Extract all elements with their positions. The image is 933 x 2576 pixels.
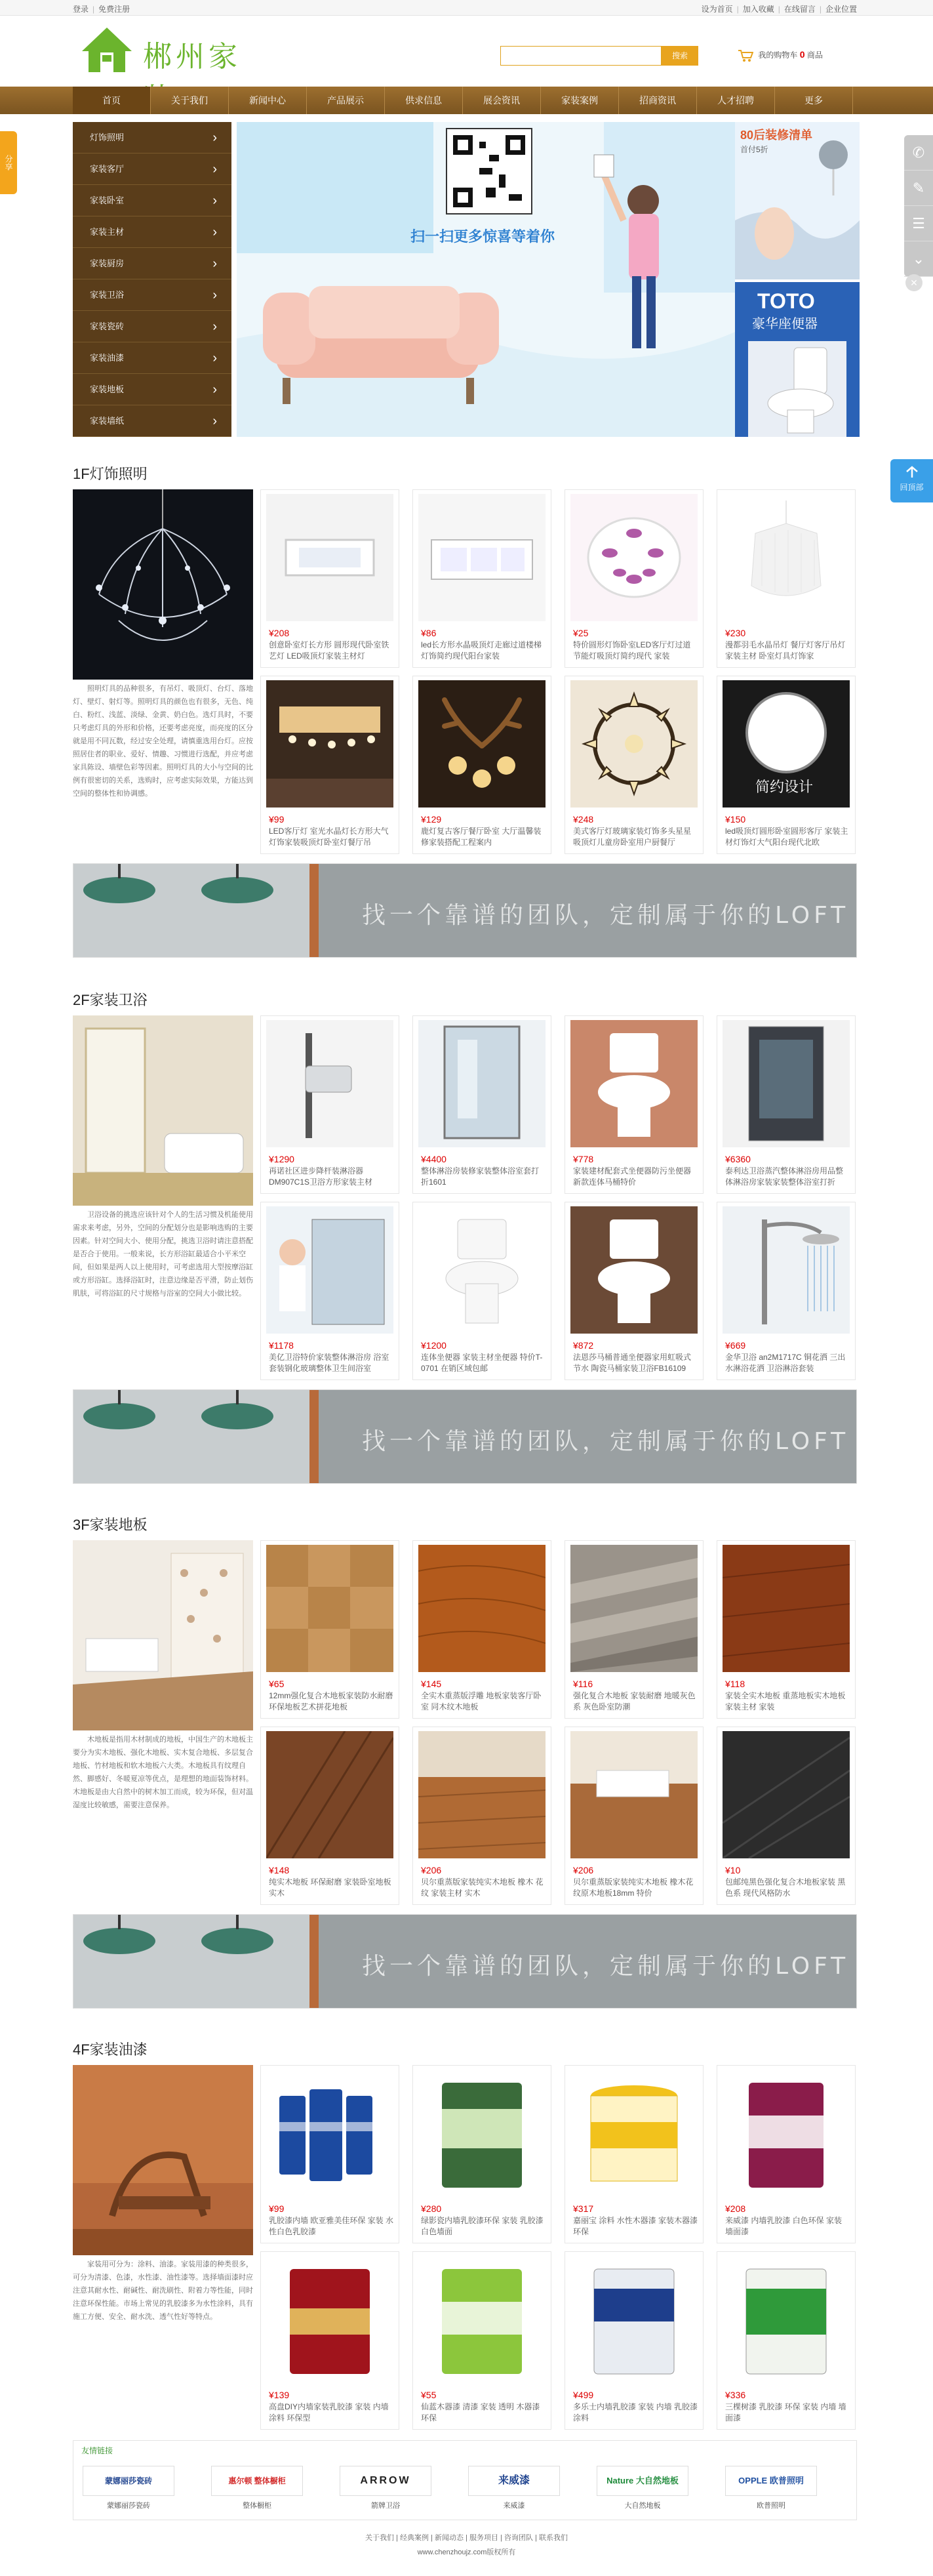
product-desc[interactable]: 高盘DIY内墙家装乳胶漆 家装 内墙涂料 环保型	[269, 2402, 389, 2423]
close-icon[interactable]: ✕	[905, 274, 923, 291]
link-logo: Nature 大自然地板	[597, 2466, 688, 2496]
strip-slogan: 找一个靠谱的团队，定制属于你的LOFT	[362, 902, 850, 929]
product-desc[interactable]: 贝尔重蒸版家装纯实木地板 橡木 花纹 家装主材 实木	[421, 1877, 544, 1898]
nav-about[interactable]: 关于我们	[151, 87, 229, 114]
search-bar	[500, 46, 711, 66]
product-price: ¥669	[725, 1340, 746, 1351]
product-card[interactable]	[412, 2251, 551, 2430]
section-title-paint[interactable]: 4F家装油漆	[73, 2041, 148, 2058]
link-caption: 整体橱柜	[243, 2502, 271, 2510]
product-card[interactable]	[412, 1202, 551, 1380]
product-price: ¥208	[725, 2203, 746, 2214]
product-desc[interactable]: led长方形水晶吸顶灯走廊过道楼梯灯饰简约现代阳台家装	[421, 640, 542, 661]
section-flooring-main-image[interactable]	[73, 1540, 253, 1730]
product-card[interactable]	[565, 2251, 704, 2430]
cart-count: 0	[799, 49, 805, 60]
ad-toto-toilet[interactable]	[735, 282, 860, 437]
product-card[interactable]	[260, 676, 399, 854]
product-desc[interactable]: 鹿灯复古客厅餐厅卧室 大厅温馨装修家装搭配工程案内	[421, 827, 542, 847]
nav-jobs[interactable]: 人才招聘	[697, 87, 775, 114]
section-title-flooring[interactable]: 3F家装地板	[73, 1517, 148, 1533]
footer-link[interactable]: 咨询团队	[504, 2534, 533, 2542]
friend-link[interactable]	[597, 2466, 688, 2512]
nav-cases[interactable]: 家装案例	[541, 87, 619, 114]
product-price: ¥129	[421, 814, 442, 825]
svg-text:简约设计: 简约设计	[755, 779, 814, 795]
product-price: ¥55	[421, 2390, 437, 2400]
friend-link[interactable]	[468, 2466, 560, 2512]
product-card[interactable]	[260, 1727, 399, 1905]
product-desc[interactable]: 再诺社区进步降杆装淋浴器 DM907C1S卫浴方形家装主材	[269, 1166, 373, 1187]
product-card[interactable]	[565, 489, 704, 668]
footer-copyright: www.chenzhoujz.com版权所有	[417, 2548, 516, 2556]
product-card[interactable]	[260, 1015, 399, 1194]
product-price: ¥208	[269, 628, 290, 638]
product-card[interactable]	[412, 2065, 551, 2243]
product-card[interactable]	[565, 2065, 704, 2243]
product-card[interactable]	[565, 676, 704, 854]
footer-links: 关于我们 | 经典案例 | 新闻动态 | 服务项目 | 咨询团队 | 联系我们	[365, 2534, 568, 2542]
cart-label: 我的购物车	[758, 51, 798, 60]
product-card[interactable]	[717, 676, 856, 854]
product-card[interactable]	[565, 1727, 704, 1905]
login-link[interactable]: 登录	[73, 5, 89, 14]
section-bathroom-main-image[interactable]	[73, 1015, 253, 1206]
category-item[interactable]: 家装厨房 ›	[73, 248, 231, 279]
cart-unit: 商品	[806, 51, 823, 60]
product-price: ¥145	[421, 1679, 442, 1689]
product-price: ¥6360	[725, 1154, 751, 1164]
footer-link[interactable]: 新闻动态	[435, 2534, 464, 2542]
strip-slogan: 找一个靠谱的团队，定制属于你的LOFT	[362, 1428, 850, 1455]
product-card[interactable]	[717, 2065, 856, 2243]
product-desc[interactable]: 乳胶漆内墙 欧亚雅美佳环保 家装 水性白色乳胶漆	[269, 2216, 393, 2236]
product-desc[interactable]: 三棵树漆 乳胶漆 环保 家装 内墙 墙面漆	[725, 2402, 846, 2423]
leave-message-link[interactable]: 在线留言	[784, 5, 816, 14]
ad2-illustration	[735, 282, 860, 437]
product-price: ¥499	[573, 2390, 594, 2400]
nav-supply[interactable]: 供求信息	[385, 87, 463, 114]
product-card[interactable]	[565, 1540, 704, 1719]
product-card[interactable]	[717, 2251, 856, 2430]
product-price: ¥116	[573, 1679, 593, 1689]
product-desc[interactable]: 纯实木地板 环保耐磨 家装卧室地板 实木	[269, 1877, 391, 1898]
section-lighting-main-image[interactable]	[73, 489, 253, 680]
product-price: ¥872	[573, 1340, 594, 1351]
banner-illustration	[237, 122, 735, 437]
product-card[interactable]	[717, 489, 856, 668]
category-item[interactable]: 家装地板 ›	[73, 374, 231, 405]
arrow-up-icon	[905, 466, 919, 479]
product-card[interactable]	[565, 1015, 704, 1194]
link-caption: 蒙娜丽莎瓷砖	[107, 2502, 150, 2510]
ad2-line2: 豪华座便器	[752, 317, 818, 331]
product-desc[interactable]: 创意卧室灯长方形 圆形现代卧室铁艺灯 LED吸顶灯家装主材灯	[269, 640, 389, 661]
category-item[interactable]: 家装卫浴 ›	[73, 279, 231, 311]
product-price: ¥25	[573, 628, 589, 638]
loft-banner-strip[interactable]	[73, 1914, 857, 2009]
product-card[interactable]	[717, 1540, 856, 1719]
product-desc[interactable]: 多乐士内墙乳胶漆 家装 内墙 乳胶漆 涂料	[573, 2402, 698, 2423]
banner-qr-text: 扫一扫更多惊喜等着你	[410, 228, 555, 245]
product-desc[interactable]: led吸顶灯圆形卧室圆形客厅 家装主材灯饰灯大气阳台现代北欧	[725, 827, 848, 847]
product-desc[interactable]: 美亿卫浴特价家装整体淋浴房 浴室套装钢化玻璃整体卫生间浴室	[269, 1353, 389, 1373]
nav-exhibition[interactable]: 展会资讯	[463, 87, 541, 114]
nav-news[interactable]: 新闻中心	[229, 87, 307, 114]
friend-link[interactable]	[340, 2466, 431, 2512]
top-bar: 登录 | 免费注册 设为首页 | 加入收藏 | 在线留言 | 企业位置	[0, 0, 933, 16]
product-price: ¥230	[725, 628, 746, 638]
product-desc[interactable]: 贝尔重蒸版家装纯实木地板 橡木花纹原木地板18mm 特价	[573, 1877, 694, 1898]
back-to-top-label: 回顶部	[900, 483, 924, 492]
product-desc[interactable]: 嘉丽宝 涂料 水性木器漆 家装木器漆 环保	[573, 2216, 698, 2236]
collapse-icon[interactable]: ⌄	[904, 241, 933, 277]
product-card[interactable]	[717, 1015, 856, 1194]
product-price: ¥248	[573, 814, 594, 825]
product-desc[interactable]: 12mm强化复合木地板家装防水耐磨环保地板艺术拼花地板	[269, 1691, 393, 1711]
strip-slogan: 找一个靠谱的团队，定制属于你的LOFT	[362, 1953, 850, 1980]
link-caption: 欧普照明	[757, 2502, 785, 2510]
product-desc[interactable]: 泰利达卫浴蒸汽整体淋浴房用品整体淋浴房家装家装整体浴室打折	[725, 1166, 844, 1187]
product-desc[interactable]: 家装建材配套式坐便器防污坐便器 新款连体马桶特价	[573, 1166, 692, 1187]
product-price: ¥148	[269, 1865, 290, 1875]
company-location-link[interactable]: 企业位置	[825, 5, 857, 14]
search-button[interactable]: 搜索	[662, 46, 698, 66]
link-logo: ARROW	[340, 2466, 431, 2496]
footer-link[interactable]: 联系我们	[538, 2534, 568, 2542]
shopping-cart[interactable]	[738, 46, 823, 64]
ad-decoration-list[interactable]	[735, 122, 860, 279]
section-title-lighting[interactable]: 1F灯饰照明	[73, 466, 148, 482]
friend-link[interactable]	[211, 2466, 303, 2512]
product-desc[interactable]: 绿影瓷内墙乳胶漆环保 家装 乳胶漆白色墙面	[421, 2216, 544, 2236]
link-logo: 惠尔顿 整体橱柜	[211, 2466, 303, 2496]
link-caption: 来威漆	[503, 2502, 525, 2510]
section-title-bathroom[interactable]: 2F家装卫浴	[73, 992, 148, 1008]
section-flooring-intro: 木地板是指用木材制成的地板，中国生产的木地板主要分为实木地板、强化木地板、实木复合地板、多层复合地板、竹材地板和软木地板六大类。木地板具有纹理自然、脚感好、冬暖夏凉等优点，是理想的地面装饰材料。木地板是由大自然中的树木加工而成，较为环保，但对温湿度比较敏感，需要注意保养。	[73, 1736, 253, 1809]
product-desc[interactable]: 整体淋浴房装修家装整体浴室套打折1601	[421, 1166, 540, 1187]
product-desc[interactable]: 全实木重蒸版浮雕 地板家装客厅卧室 同木纹木地板	[421, 1691, 542, 1711]
section-paint-main-image[interactable]	[73, 2065, 253, 2255]
ad1-line1: 80后装修清单	[740, 129, 813, 142]
product-card[interactable]	[260, 1202, 399, 1380]
section-lighting-intro: 照明灯具的品种很多，有吊灯、吸顶灯、台灯、落地灯、壁灯、射灯等。照明灯具的颜色也有很多，无色、纯白、粉红、浅蓝、淡绿、金黄、奶白色。选灯具时，不要只考虑灯具的外形和价格，还要考虑亮度，而亮度的区分就是用不同瓦数，经过安全处理，请慎重选用台灯。应按照居住者的职业、爱好、情趣、习惯进行选配，并应考虑家具陈设、墙壁色彩等因素。照明灯具的大小与空间的比例有很密切的关系，选购时，应考虑实际效果，方能达到空间的整体性和协调感。	[73, 685, 253, 798]
product-price: ¥1290	[269, 1154, 294, 1164]
nav-home[interactable]: 首页	[73, 87, 151, 114]
phone-icon[interactable]: ✆	[904, 135, 933, 171]
product-desc[interactable]: 来威漆 内墙乳胶漆 白色环保 家装 墙面漆	[725, 2216, 843, 2236]
ad1-illustration	[735, 122, 860, 279]
product-price: ¥4400	[421, 1154, 447, 1164]
link-caption: 箭牌卫浴	[371, 2502, 400, 2510]
product-desc[interactable]: LED客厅灯 室光水晶灯长方形大气灯饰家装吸顶灯卧室灯餐厅吊	[269, 827, 389, 847]
product-price: ¥336	[725, 2390, 746, 2400]
add-favorite-link[interactable]: 加入收藏	[742, 5, 774, 14]
ad2-line1: TOTO	[757, 289, 815, 313]
product-price: ¥317	[573, 2203, 594, 2214]
category-item[interactable]: 家装墙纸 ›	[73, 405, 231, 437]
footer-link[interactable]: 服务项目	[469, 2534, 498, 2542]
product-desc[interactable]: 家装全实木地板 重蒸地板实木地板 家装主材 家装	[725, 1691, 846, 1711]
product-desc[interactable]: 美式客厅灯玻璃家装灯饰多头星星吸顶灯儿童房卧室用户厨餐厅	[573, 827, 692, 847]
product-card[interactable]	[717, 1202, 856, 1380]
hero-banner[interactable]	[237, 122, 735, 437]
product-price: ¥10	[725, 1865, 741, 1875]
product-price: ¥1178	[269, 1340, 294, 1351]
category-item[interactable]: 家装客厅 ›	[73, 153, 231, 185]
link-logo: OPPLE 欧普照明	[725, 2466, 817, 2496]
friend-link[interactable]	[83, 2466, 174, 2512]
nav-products[interactable]: 产品展示	[307, 87, 385, 114]
product-card[interactable]	[260, 489, 399, 668]
product-price: ¥99	[269, 2203, 285, 2214]
product-card[interactable]	[717, 1727, 856, 1905]
category-item[interactable]: 家装卧室 ›	[73, 185, 231, 216]
ad1-line2: 首付5折	[740, 145, 768, 154]
footer-link[interactable]: 关于我们	[365, 2534, 395, 2542]
product-card[interactable]	[412, 1540, 551, 1719]
nav-more[interactable]: 更多	[775, 87, 853, 114]
product-price: ¥86	[421, 628, 437, 638]
cart-icon	[738, 49, 753, 62]
product-card[interactable]	[260, 2251, 399, 2430]
house-logo-icon	[81, 26, 133, 73]
edit-icon[interactable]: ✎	[904, 171, 933, 206]
friend-link[interactable]	[725, 2466, 817, 2512]
set-homepage-link[interactable]: 设为首页	[701, 5, 733, 14]
loft-banner-strip[interactable]	[73, 863, 857, 958]
product-desc[interactable]: 漫都羽毛水晶吊灯 餐厅灯客厅吊灯 家装主材 卧室灯具灯饰家	[725, 640, 846, 661]
site-logo[interactable]	[81, 24, 271, 76]
category-item[interactable]: 家装主材 ›	[73, 216, 231, 248]
category-item[interactable]: 灯饰照明 ›	[73, 122, 231, 153]
product-desc[interactable]: 包邮纯黑色强化复合木地板家装 黑色系 现代风格防水	[725, 1877, 846, 1898]
product-desc[interactable]: 强化复合木地板 家装耐磨 地暖灰色系 灰色卧室防潮	[573, 1691, 696, 1711]
category-menu	[73, 122, 231, 437]
search-input[interactable]	[500, 46, 662, 66]
book-icon[interactable]: ☰	[904, 206, 933, 241]
section-paint-intro: 家装用可分为：涂料、油漆。家装用漆的种类很多，可分为清漆、色漆，水性漆、油性漆等。选择墙面漆时应注意其耐水性、耐碱性、耐洗刷性、附着力等性能，同时注意环保性能。市场上常见的乳胶漆多为水性涂料，具有施工方便、安全、耐水洗、透气性好等特点。	[73, 2260, 253, 2321]
nav-investment[interactable]: 招商资讯	[619, 87, 697, 114]
product-desc[interactable]: 仙蓝木器漆 清漆 家装 透明 木器漆 环保	[421, 2402, 540, 2423]
category-item[interactable]: 家装瓷砖 ›	[73, 311, 231, 342]
product-desc[interactable]: 金华卫浴 an2M1717C 铜花洒 三出水淋浴花洒 卫浴淋浴套装	[725, 1353, 846, 1373]
footer	[0, 2531, 933, 2560]
site-name: 郴州家	[143, 40, 241, 73]
friend-links-title: 友情链接	[81, 2446, 113, 2455]
loft-banner-strip[interactable]	[73, 1389, 857, 1484]
product-price: ¥280	[421, 2203, 442, 2214]
product-price: ¥206	[573, 1865, 594, 1875]
product-card[interactable]	[412, 676, 551, 854]
product-price: ¥139	[269, 2390, 290, 2400]
product-price: ¥206	[421, 1865, 442, 1875]
back-to-top-button[interactable]	[890, 459, 933, 502]
product-desc[interactable]: 特价圆形灯饰卧室LED客厅灯过道节能灯吸顶灯简约现代 家装	[573, 640, 691, 661]
product-card[interactable]	[412, 489, 551, 668]
friend-links	[73, 2440, 857, 2520]
product-card[interactable]	[260, 2065, 399, 2243]
link-logo: 蒙娜丽莎瓷砖	[83, 2466, 174, 2496]
product-price: ¥65	[269, 1679, 285, 1689]
product-card[interactable]	[412, 1727, 551, 1905]
register-link[interactable]: 免费注册	[98, 5, 130, 14]
product-card[interactable]	[260, 1540, 399, 1719]
footer-link[interactable]: 经典案例	[400, 2534, 429, 2542]
product-price: ¥99	[269, 814, 285, 825]
category-item[interactable]: 家装油漆 ›	[73, 342, 231, 374]
link-caption: 大自然地板	[624, 2502, 661, 2510]
section-bathroom-intro: 卫浴设备的挑选应该针对个人的生活习惯及机能使用需求来考虑，另外，空间的分配划分也是影响选购的主要因素。针对空间大小、使用分配，挑选卫浴时请注意搭配是否合于使用。一般来说，长方形浴缸最适合小平米空间，但如果是两人以上使用时，可考虑选用大型按摩浴缸或方形浴缸。选择浴缸时，注意边缘是否平滑，防止划伤肌肤，可将浴缸的尺寸规格与浴室的空间大小做比较。	[73, 1211, 253, 1298]
product-price: ¥150	[725, 814, 746, 825]
product-desc[interactable]: 法恩莎马桶普通坐便器家用虹吸式节水 陶瓷马桶家装卫浴FB16109	[573, 1353, 692, 1373]
product-price: ¥778	[573, 1154, 594, 1164]
main-nav	[0, 87, 933, 114]
right-toolbar	[904, 135, 933, 277]
product-desc[interactable]: 连体坐便器 家装主材坐便器 特价T-0701 在销区域包邮	[421, 1353, 543, 1373]
product-card[interactable]	[412, 1015, 551, 1194]
product-price: ¥118	[725, 1679, 745, 1689]
product-price: ¥1200	[421, 1340, 447, 1351]
product-card[interactable]	[565, 1202, 704, 1380]
link-logo: 来威漆	[468, 2466, 560, 2496]
share-tab[interactable]: 分享	[0, 131, 17, 194]
